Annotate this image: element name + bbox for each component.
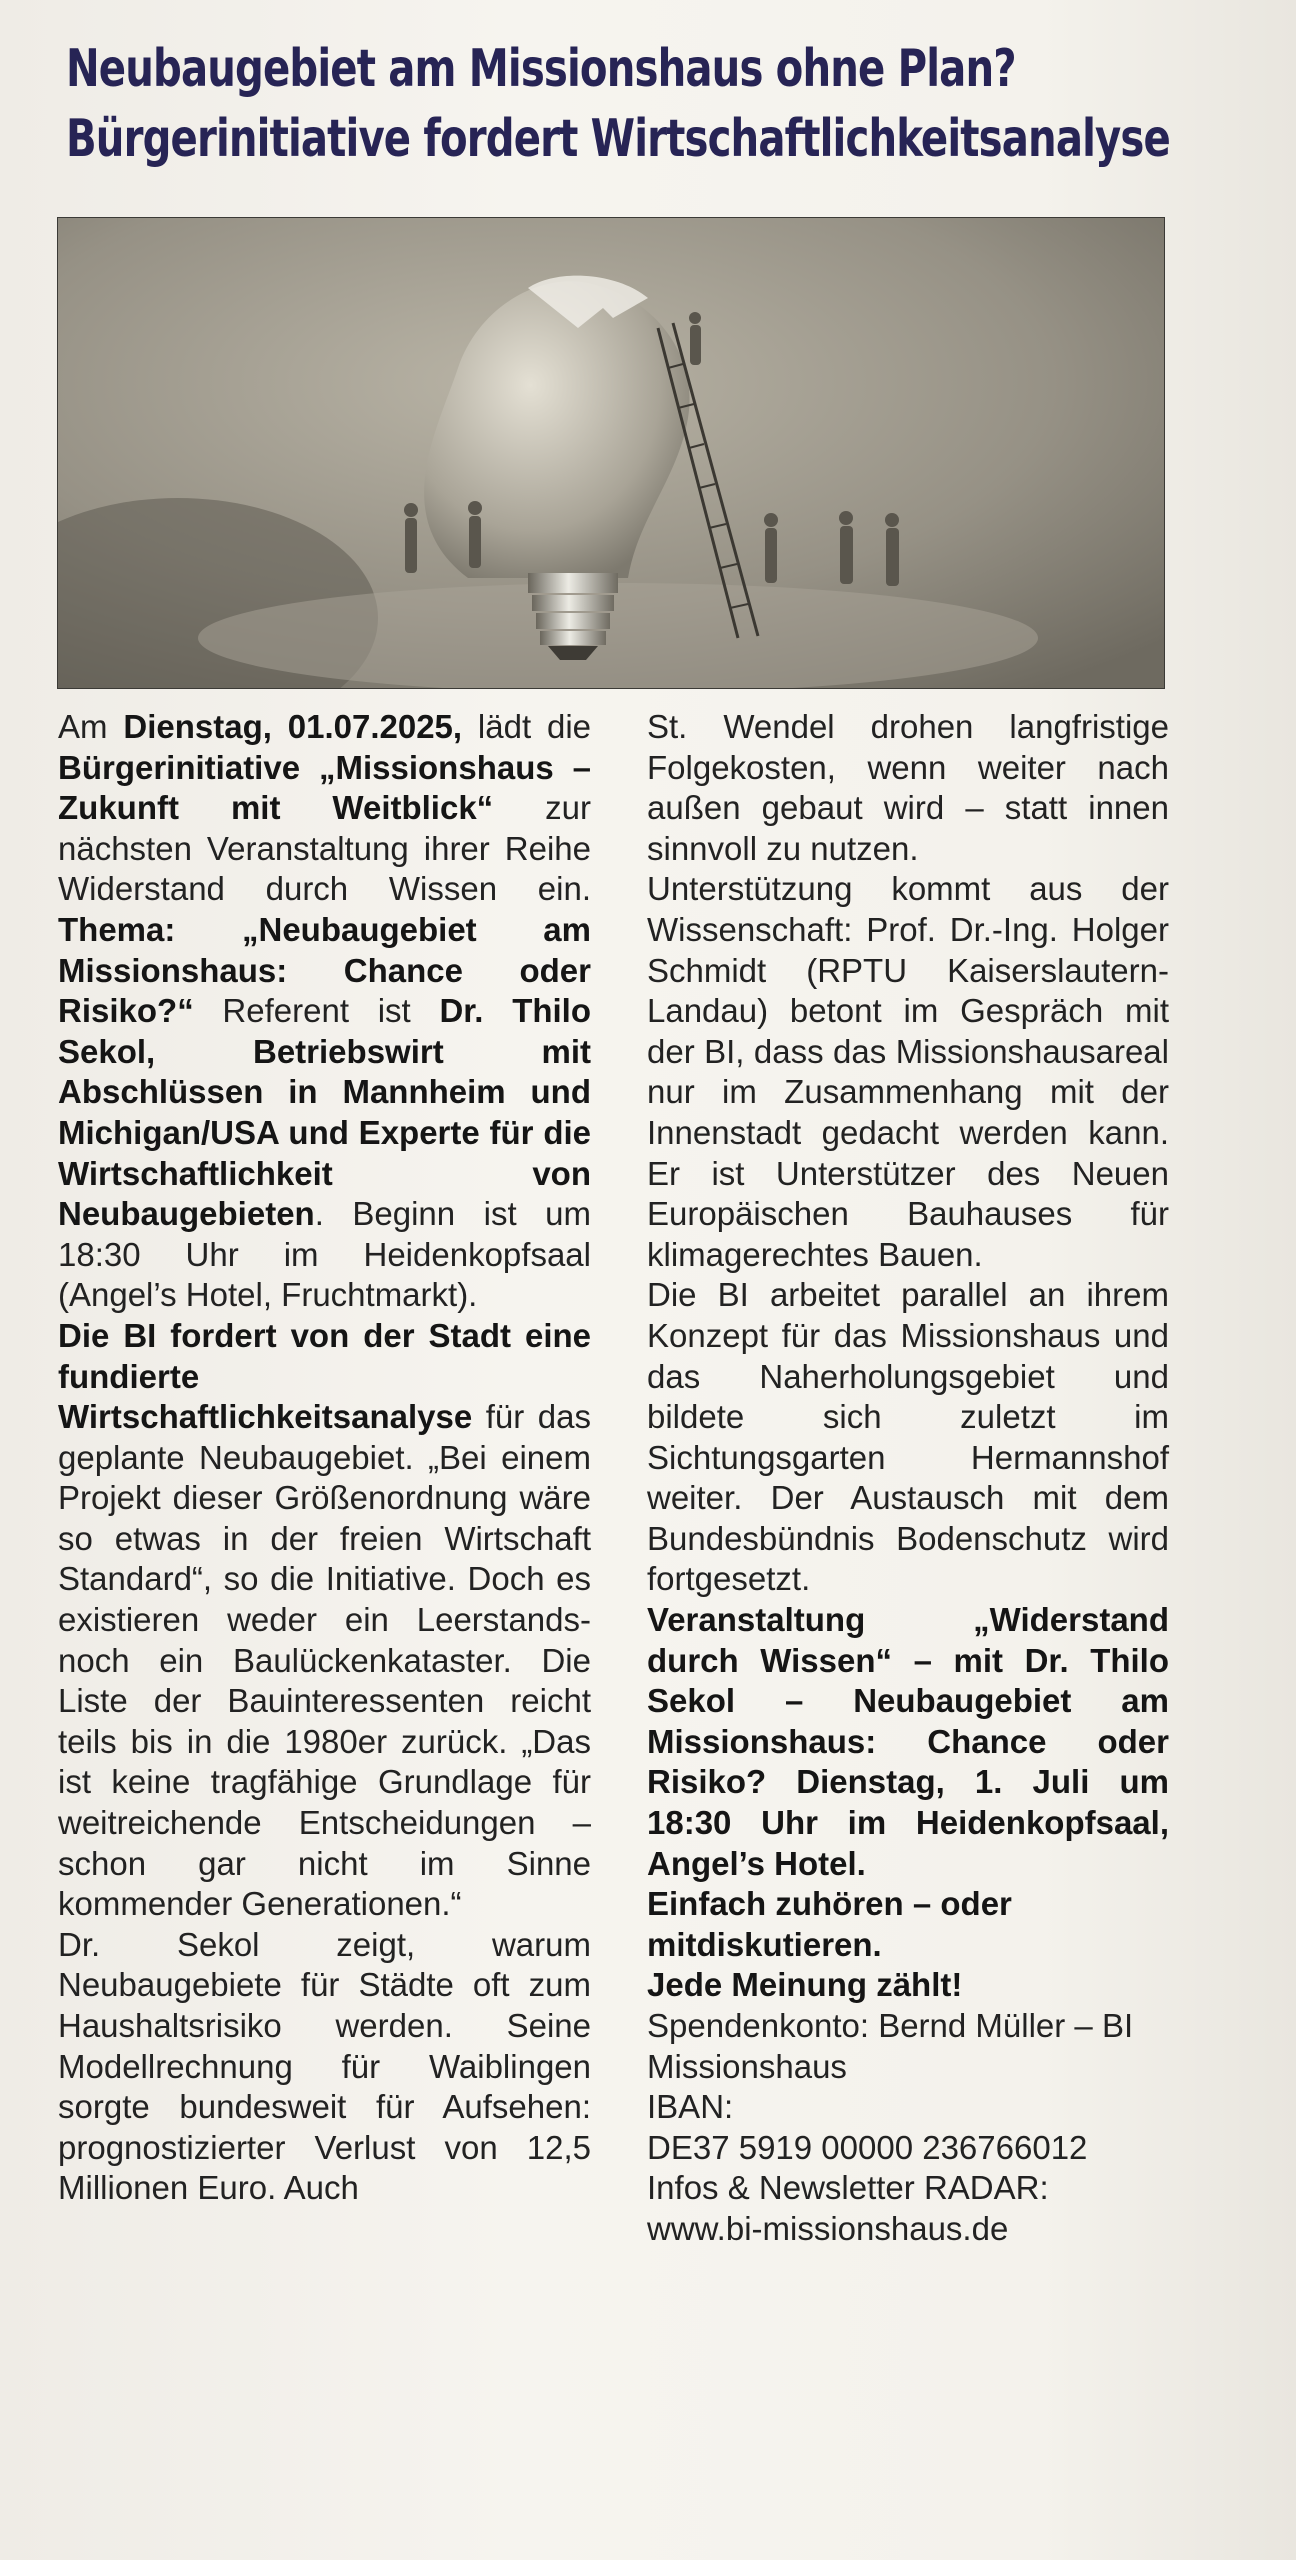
paragraph-demand [58, 1316, 591, 1925]
iban-number: DE37 5919 00000 236766012 [647, 2128, 1088, 2166]
headline [66, 34, 1170, 174]
paragraph-sekol: Dr. Sekol zeigt, warum Neubaugebiete für Städte oft zum Haushaltsrisiko werden. Seine Modellrechnung für Waiblingen sorgte bundesweit für Aufsehen: prognostizierter Verlust von 12,5 Millionen Euro. Auch [58, 1925, 591, 2207]
headline-line-2: Bürgerinitiative fordert Wirtschaftlichkeitsanalyse [66, 109, 1170, 169]
text: Am [58, 708, 124, 745]
text: für das geplante Neubaugebiet. „Bei einem Projekt dieser Größenordnung wäre so etwas in der freien Wirtschaft Standard“, so die Initiative. Doch es existieren weder ein Leerstands- noch ein Baulückenkataster. Die Liste der Bauinteressenten reicht teils bis in die 1980er zurück. „Das ist keine tragfähige Grundlage für weitreichende Entscheidungen – schon gar nicht im Sinne kommender Generationen.“ [58, 1398, 591, 1923]
paragraph-science: Unterstützung kommt aus der Wissenschaft: Prof. Dr.-Ing. Holger Schmidt (RPTU Kaiserslautern-Landau) betont im Gespräch mit der BI, dass das Missionshausareal nur im Zusammenhang mit der Innenstadt gedacht werden kann. Er ist Unterstützer des Neuen Europäischen Bauhauses für klimagerechtes Bauen. [647, 870, 1169, 1273]
paragraph-st-wendel: St. Wendel drohen langfristige Folgekosten, wenn weiter nach außen gebaut wird – statt innen sinnvoll zu nutzen. [647, 708, 1169, 867]
slogan-text: Jede Meinung zählt! [647, 1966, 963, 2004]
iban-label: IBAN: [647, 2088, 734, 2126]
event-topic: Thema: „Neubaugebiet am Missionshaus: Chance oder Risiko?“ [58, 910, 591, 1030]
text: . Beginn ist um 18:30 Uhr im Heidenkopfsaal (Angel’s Hotel, Fruchtmarkt). [58, 1195, 591, 1314]
paragraph-intro [58, 707, 591, 1316]
text: lädt die [462, 708, 592, 745]
lightbulb-with-people-illustration-icon [58, 218, 1164, 688]
donation-account: Spendenkonto: Bernd Müller – BI Missionshaus [647, 2007, 1134, 2085]
newsletter-label: Infos & Newsletter RADAR: [647, 2169, 1049, 2207]
paragraph-concept: Die BI arbeitet parallel an ihrem Konzept für das Missionshaus und das Naherholungsgebiet und bildete sich zuletzt im Sichtungsgarten Hermannshof weiter. Der Austausch mit dem Bundesbündnis Bodenschutz wird fortgesetzt. [647, 1276, 1169, 1598]
initiative-name: Bürgerinitiative „Missionshaus – Zukunft mit Weitblick“ [58, 748, 591, 827]
call-to-action-text: Einfach zuhören – oder mitdiskutieren. [647, 1885, 1012, 1963]
demand-statement: Die BI fordert von der Stadt eine fundierte Wirtschaftlichkeitsanalyse [58, 1316, 591, 1436]
call-to-action [647, 1884, 1169, 1965]
article-column-left [58, 707, 591, 2209]
speaker-info: Dr. Thilo Sekol, Betriebswirt mit Abschlüssen in Mannheim und Michigan/USA und Experte für die Wirtschaftlichkeit von Neubaugebieten [58, 992, 592, 1233]
event-details: Veranstaltung „Widerstand durch Wissen“ – mit Dr. Thilo Sekol – Neubaugebiet am Missionshaus: Chance oder Risiko? Dienstag, 1. Juli um 18:30 Uhr im Heidenkopfsaal, Angel’s Hotel. [647, 1601, 1169, 1882]
headline-line-1: Neubaugebiet am Missionshaus ohne Plan? [66, 39, 1016, 99]
event-date: Dienstag, 01.07.2025, [123, 708, 463, 745]
text: Referent ist [193, 992, 440, 1030]
article-photo [58, 218, 1164, 688]
article-column-right [647, 707, 1169, 2250]
event-info [647, 1600, 1169, 1884]
slogan [647, 1965, 1169, 2006]
website-link[interactable]: www.bi-missionshaus.de [647, 2209, 1009, 2247]
text: zur nächsten Veranstaltung ihrer Reihe Widerstand durch Wissen ein. [58, 789, 592, 908]
